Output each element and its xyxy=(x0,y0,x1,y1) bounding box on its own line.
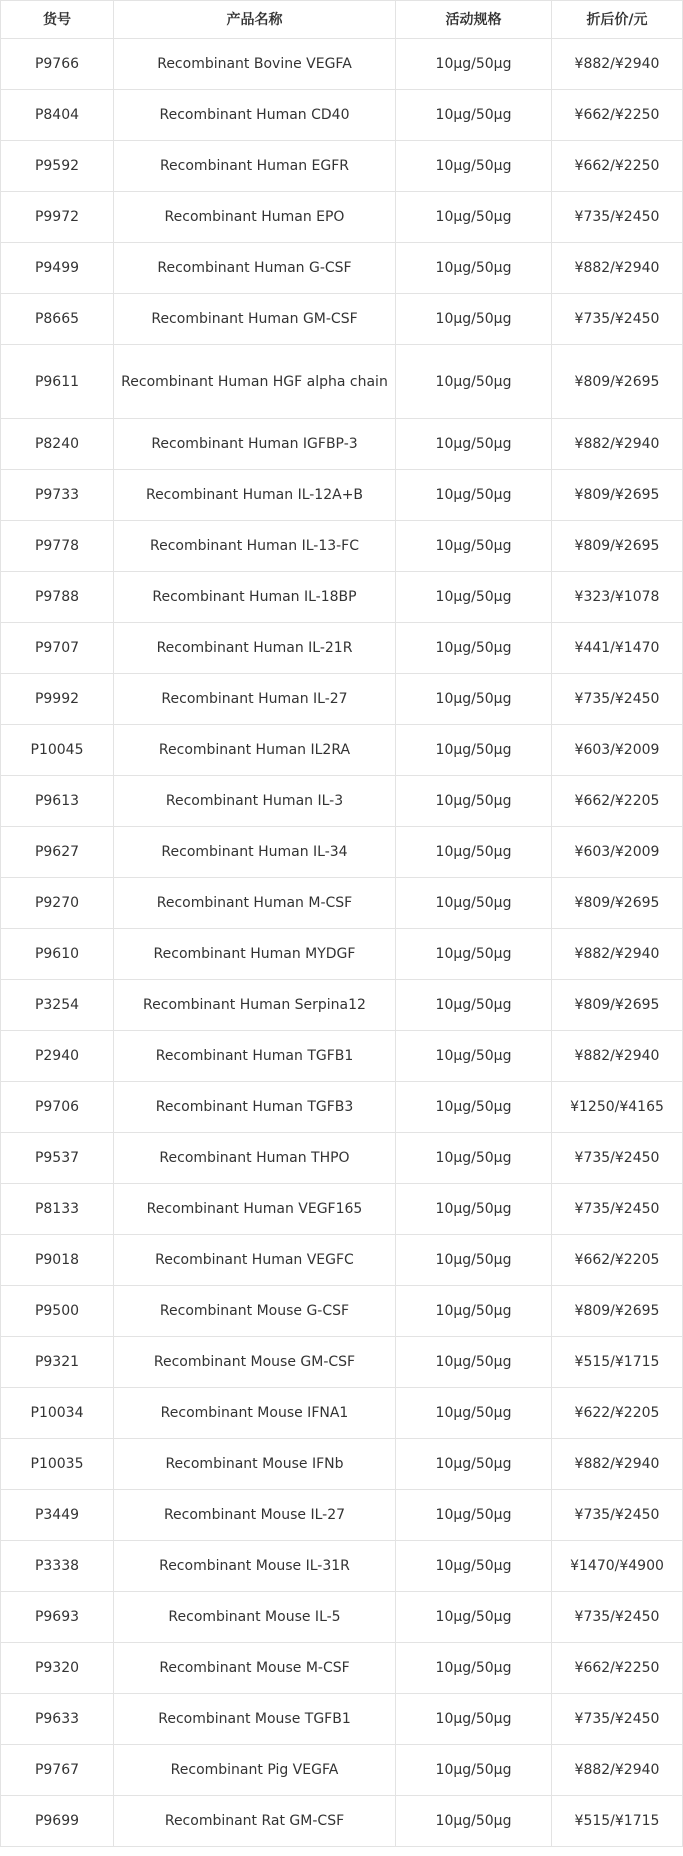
sku-cell: P9500 xyxy=(1,1286,114,1337)
product-name-cell: Recombinant Human G-CSF xyxy=(114,243,396,294)
table-row xyxy=(1,39,683,90)
table-row xyxy=(1,827,683,878)
spec-cell: 10μg/50μg xyxy=(396,1286,552,1337)
spec-cell: 10μg/50μg xyxy=(396,1235,552,1286)
sku-cell: P3449 xyxy=(1,1490,114,1541)
spec-cell: 10μg/50μg xyxy=(396,674,552,725)
table-row xyxy=(1,1133,683,1184)
spec-cell: 10μg/50μg xyxy=(396,776,552,827)
sku-cell: P9611 xyxy=(1,345,114,419)
table-row xyxy=(1,345,683,419)
product-name-cell: Recombinant Human CD40 xyxy=(114,90,396,141)
product-name-cell: Recombinant Rat GM-CSF xyxy=(114,1796,396,1847)
spec-cell: 10μg/50μg xyxy=(396,929,552,980)
spec-cell: 10μg/50μg xyxy=(396,521,552,572)
price-cell: ¥882/¥2940 xyxy=(552,419,683,470)
sku-cell: P9778 xyxy=(1,521,114,572)
table-row xyxy=(1,1796,683,1847)
spec-cell: 10μg/50μg xyxy=(396,1439,552,1490)
product-name-cell: Recombinant Human VEGFC xyxy=(114,1235,396,1286)
table-row xyxy=(1,623,683,674)
price-cell: ¥603/¥2009 xyxy=(552,827,683,878)
table-row xyxy=(1,929,683,980)
product-name-cell: Recombinant Mouse IL-5 xyxy=(114,1592,396,1643)
product-name-cell: Recombinant Human MYDGF xyxy=(114,929,396,980)
sku-cell: P10034 xyxy=(1,1388,114,1439)
sku-cell: P9610 xyxy=(1,929,114,980)
sku-cell: P9613 xyxy=(1,776,114,827)
table-row xyxy=(1,1235,683,1286)
sku-cell: P9537 xyxy=(1,1133,114,1184)
spec-cell: 10μg/50μg xyxy=(396,1490,552,1541)
table-row xyxy=(1,725,683,776)
spec-cell: 10μg/50μg xyxy=(396,878,552,929)
table-row xyxy=(1,1490,683,1541)
table-row xyxy=(1,1031,683,1082)
price-cell: ¥882/¥2940 xyxy=(552,1745,683,1796)
spec-cell: 10μg/50μg xyxy=(396,1745,552,1796)
table-row xyxy=(1,1337,683,1388)
spec-cell: 10μg/50μg xyxy=(396,1031,552,1082)
spec-cell: 10μg/50μg xyxy=(396,141,552,192)
sku-cell: P8404 xyxy=(1,90,114,141)
product-name-cell: Recombinant Mouse IL-31R xyxy=(114,1541,396,1592)
price-cell: ¥882/¥2940 xyxy=(552,243,683,294)
spec-cell: 10μg/50μg xyxy=(396,419,552,470)
product-name-cell: Recombinant Pig VEGFA xyxy=(114,1745,396,1796)
sku-cell: P9733 xyxy=(1,470,114,521)
header-sku: 货号 xyxy=(1,1,114,39)
table-row xyxy=(1,141,683,192)
price-cell: ¥882/¥2940 xyxy=(552,929,683,980)
sku-cell: P9321 xyxy=(1,1337,114,1388)
table-body xyxy=(1,39,683,1847)
product-name-cell: Recombinant Human IL-12A+B xyxy=(114,470,396,521)
header-product-name: 产品名称 xyxy=(114,1,396,39)
table-row xyxy=(1,1694,683,1745)
sku-cell: P8665 xyxy=(1,294,114,345)
product-name-cell: Recombinant Human HGF alpha chain xyxy=(114,345,396,419)
sku-cell: P9499 xyxy=(1,243,114,294)
spec-cell: 10μg/50μg xyxy=(396,725,552,776)
price-cell: ¥735/¥2450 xyxy=(552,1490,683,1541)
price-cell: ¥882/¥2940 xyxy=(552,1439,683,1490)
spec-cell: 10μg/50μg xyxy=(396,1082,552,1133)
price-cell: ¥622/¥2205 xyxy=(552,1388,683,1439)
table-row xyxy=(1,1286,683,1337)
price-cell: ¥735/¥2450 xyxy=(552,1592,683,1643)
spec-cell: 10μg/50μg xyxy=(396,827,552,878)
price-cell: ¥735/¥2450 xyxy=(552,674,683,725)
sku-cell: P9767 xyxy=(1,1745,114,1796)
price-cell: ¥1250/¥4165 xyxy=(552,1082,683,1133)
price-cell: ¥809/¥2695 xyxy=(552,878,683,929)
sku-cell: P3254 xyxy=(1,980,114,1031)
spec-cell: 10μg/50μg xyxy=(396,1796,552,1847)
price-cell: ¥515/¥1715 xyxy=(552,1337,683,1388)
sku-cell: P9320 xyxy=(1,1643,114,1694)
product-name-cell: Recombinant Human TGFB3 xyxy=(114,1082,396,1133)
sku-cell: P10035 xyxy=(1,1439,114,1490)
table-row xyxy=(1,674,683,725)
table-row xyxy=(1,1643,683,1694)
price-cell: ¥735/¥2450 xyxy=(552,1694,683,1745)
price-cell: ¥515/¥1715 xyxy=(552,1796,683,1847)
spec-cell: 10μg/50μg xyxy=(396,572,552,623)
table-row xyxy=(1,1592,683,1643)
price-cell: ¥882/¥2940 xyxy=(552,39,683,90)
sku-cell: P9972 xyxy=(1,192,114,243)
sku-cell: P9627 xyxy=(1,827,114,878)
table-row xyxy=(1,243,683,294)
spec-cell: 10μg/50μg xyxy=(396,980,552,1031)
table-row xyxy=(1,419,683,470)
table-row xyxy=(1,980,683,1031)
price-cell: ¥603/¥2009 xyxy=(552,725,683,776)
product-name-cell: Recombinant Human EPO xyxy=(114,192,396,243)
product-name-cell: Recombinant Human THPO xyxy=(114,1133,396,1184)
spec-cell: 10μg/50μg xyxy=(396,1337,552,1388)
price-cell: ¥809/¥2695 xyxy=(552,345,683,419)
product-name-cell: Recombinant Human IGFBP-3 xyxy=(114,419,396,470)
table-row xyxy=(1,776,683,827)
table-row xyxy=(1,1541,683,1592)
sku-cell: P3338 xyxy=(1,1541,114,1592)
spec-cell: 10μg/50μg xyxy=(396,243,552,294)
product-name-cell: Recombinant Human IL-3 xyxy=(114,776,396,827)
spec-cell: 10μg/50μg xyxy=(396,1541,552,1592)
sku-cell: P9699 xyxy=(1,1796,114,1847)
sku-cell: P8240 xyxy=(1,419,114,470)
table-row xyxy=(1,1184,683,1235)
price-cell: ¥809/¥2695 xyxy=(552,1286,683,1337)
product-name-cell: Recombinant Human IL-34 xyxy=(114,827,396,878)
header-spec: 活动规格 xyxy=(396,1,552,39)
price-cell: ¥735/¥2450 xyxy=(552,192,683,243)
spec-cell: 10μg/50μg xyxy=(396,1643,552,1694)
table-row xyxy=(1,878,683,929)
product-name-cell: Recombinant Mouse IFNb xyxy=(114,1439,396,1490)
price-cell: ¥441/¥1470 xyxy=(552,623,683,674)
price-cell: ¥662/¥2250 xyxy=(552,1643,683,1694)
product-name-cell: Recombinant Human IL-21R xyxy=(114,623,396,674)
spec-cell: 10μg/50μg xyxy=(396,192,552,243)
product-name-cell: Recombinant Mouse TGFB1 xyxy=(114,1694,396,1745)
price-cell: ¥1470/¥4900 xyxy=(552,1541,683,1592)
sku-cell: P9766 xyxy=(1,39,114,90)
table-row xyxy=(1,192,683,243)
product-name-cell: Recombinant Human GM-CSF xyxy=(114,294,396,345)
product-name-cell: Recombinant Human IL2RA xyxy=(114,725,396,776)
product-name-cell: Recombinant Human TGFB1 xyxy=(114,1031,396,1082)
product-name-cell: Recombinant Mouse IFNA1 xyxy=(114,1388,396,1439)
table-header-row xyxy=(1,1,683,39)
sku-cell: P9992 xyxy=(1,674,114,725)
product-name-cell: Recombinant Human IL-13-FC xyxy=(114,521,396,572)
header-price: 折后价/元 xyxy=(552,1,683,39)
table-row xyxy=(1,521,683,572)
product-name-cell: Recombinant Mouse GM-CSF xyxy=(114,1337,396,1388)
sku-cell: P2940 xyxy=(1,1031,114,1082)
table-row xyxy=(1,1082,683,1133)
product-name-cell: Recombinant Human VEGF165 xyxy=(114,1184,396,1235)
spec-cell: 10μg/50μg xyxy=(396,39,552,90)
spec-cell: 10μg/50μg xyxy=(396,90,552,141)
price-cell: ¥809/¥2695 xyxy=(552,980,683,1031)
price-cell: ¥662/¥2250 xyxy=(552,141,683,192)
sku-cell: P9693 xyxy=(1,1592,114,1643)
sku-cell: P8133 xyxy=(1,1184,114,1235)
spec-cell: 10μg/50μg xyxy=(396,1694,552,1745)
sku-cell: P9788 xyxy=(1,572,114,623)
sku-cell: P10045 xyxy=(1,725,114,776)
table-row xyxy=(1,90,683,141)
spec-cell: 10μg/50μg xyxy=(396,294,552,345)
table-row xyxy=(1,294,683,345)
product-name-cell: Recombinant Human M-CSF xyxy=(114,878,396,929)
price-cell: ¥735/¥2450 xyxy=(552,1133,683,1184)
price-cell: ¥662/¥2205 xyxy=(552,776,683,827)
price-cell: ¥735/¥2450 xyxy=(552,1184,683,1235)
price-cell: ¥662/¥2205 xyxy=(552,1235,683,1286)
spec-cell: 10μg/50μg xyxy=(396,623,552,674)
product-name-cell: Recombinant Human Serpina12 xyxy=(114,980,396,1031)
sku-cell: P9633 xyxy=(1,1694,114,1745)
product-name-cell: Recombinant Mouse G-CSF xyxy=(114,1286,396,1337)
table-row xyxy=(1,470,683,521)
product-name-cell: Recombinant Mouse M-CSF xyxy=(114,1643,396,1694)
spec-cell: 10μg/50μg xyxy=(396,1184,552,1235)
spec-cell: 10μg/50μg xyxy=(396,470,552,521)
table-row xyxy=(1,1745,683,1796)
price-cell: ¥809/¥2695 xyxy=(552,521,683,572)
table-row xyxy=(1,1388,683,1439)
price-cell: ¥735/¥2450 xyxy=(552,294,683,345)
product-name-cell: Recombinant Human IL-27 xyxy=(114,674,396,725)
product-name-cell: Recombinant Bovine VEGFA xyxy=(114,39,396,90)
price-cell: ¥662/¥2250 xyxy=(552,90,683,141)
sku-cell: P9706 xyxy=(1,1082,114,1133)
price-cell: ¥882/¥2940 xyxy=(552,1031,683,1082)
product-name-cell: Recombinant Human IL-18BP xyxy=(114,572,396,623)
sku-cell: P9592 xyxy=(1,141,114,192)
spec-cell: 10μg/50μg xyxy=(396,1592,552,1643)
price-cell: ¥323/¥1078 xyxy=(552,572,683,623)
sku-cell: P9707 xyxy=(1,623,114,674)
sku-cell: P9018 xyxy=(1,1235,114,1286)
product-name-cell: Recombinant Human EGFR xyxy=(114,141,396,192)
spec-cell: 10μg/50μg xyxy=(396,1133,552,1184)
price-cell: ¥809/¥2695 xyxy=(552,470,683,521)
table-row xyxy=(1,1439,683,1490)
table-row xyxy=(1,572,683,623)
spec-cell: 10μg/50μg xyxy=(396,345,552,419)
spec-cell: 10μg/50μg xyxy=(396,1388,552,1439)
product-name-cell: Recombinant Mouse IL-27 xyxy=(114,1490,396,1541)
sku-cell: P9270 xyxy=(1,878,114,929)
